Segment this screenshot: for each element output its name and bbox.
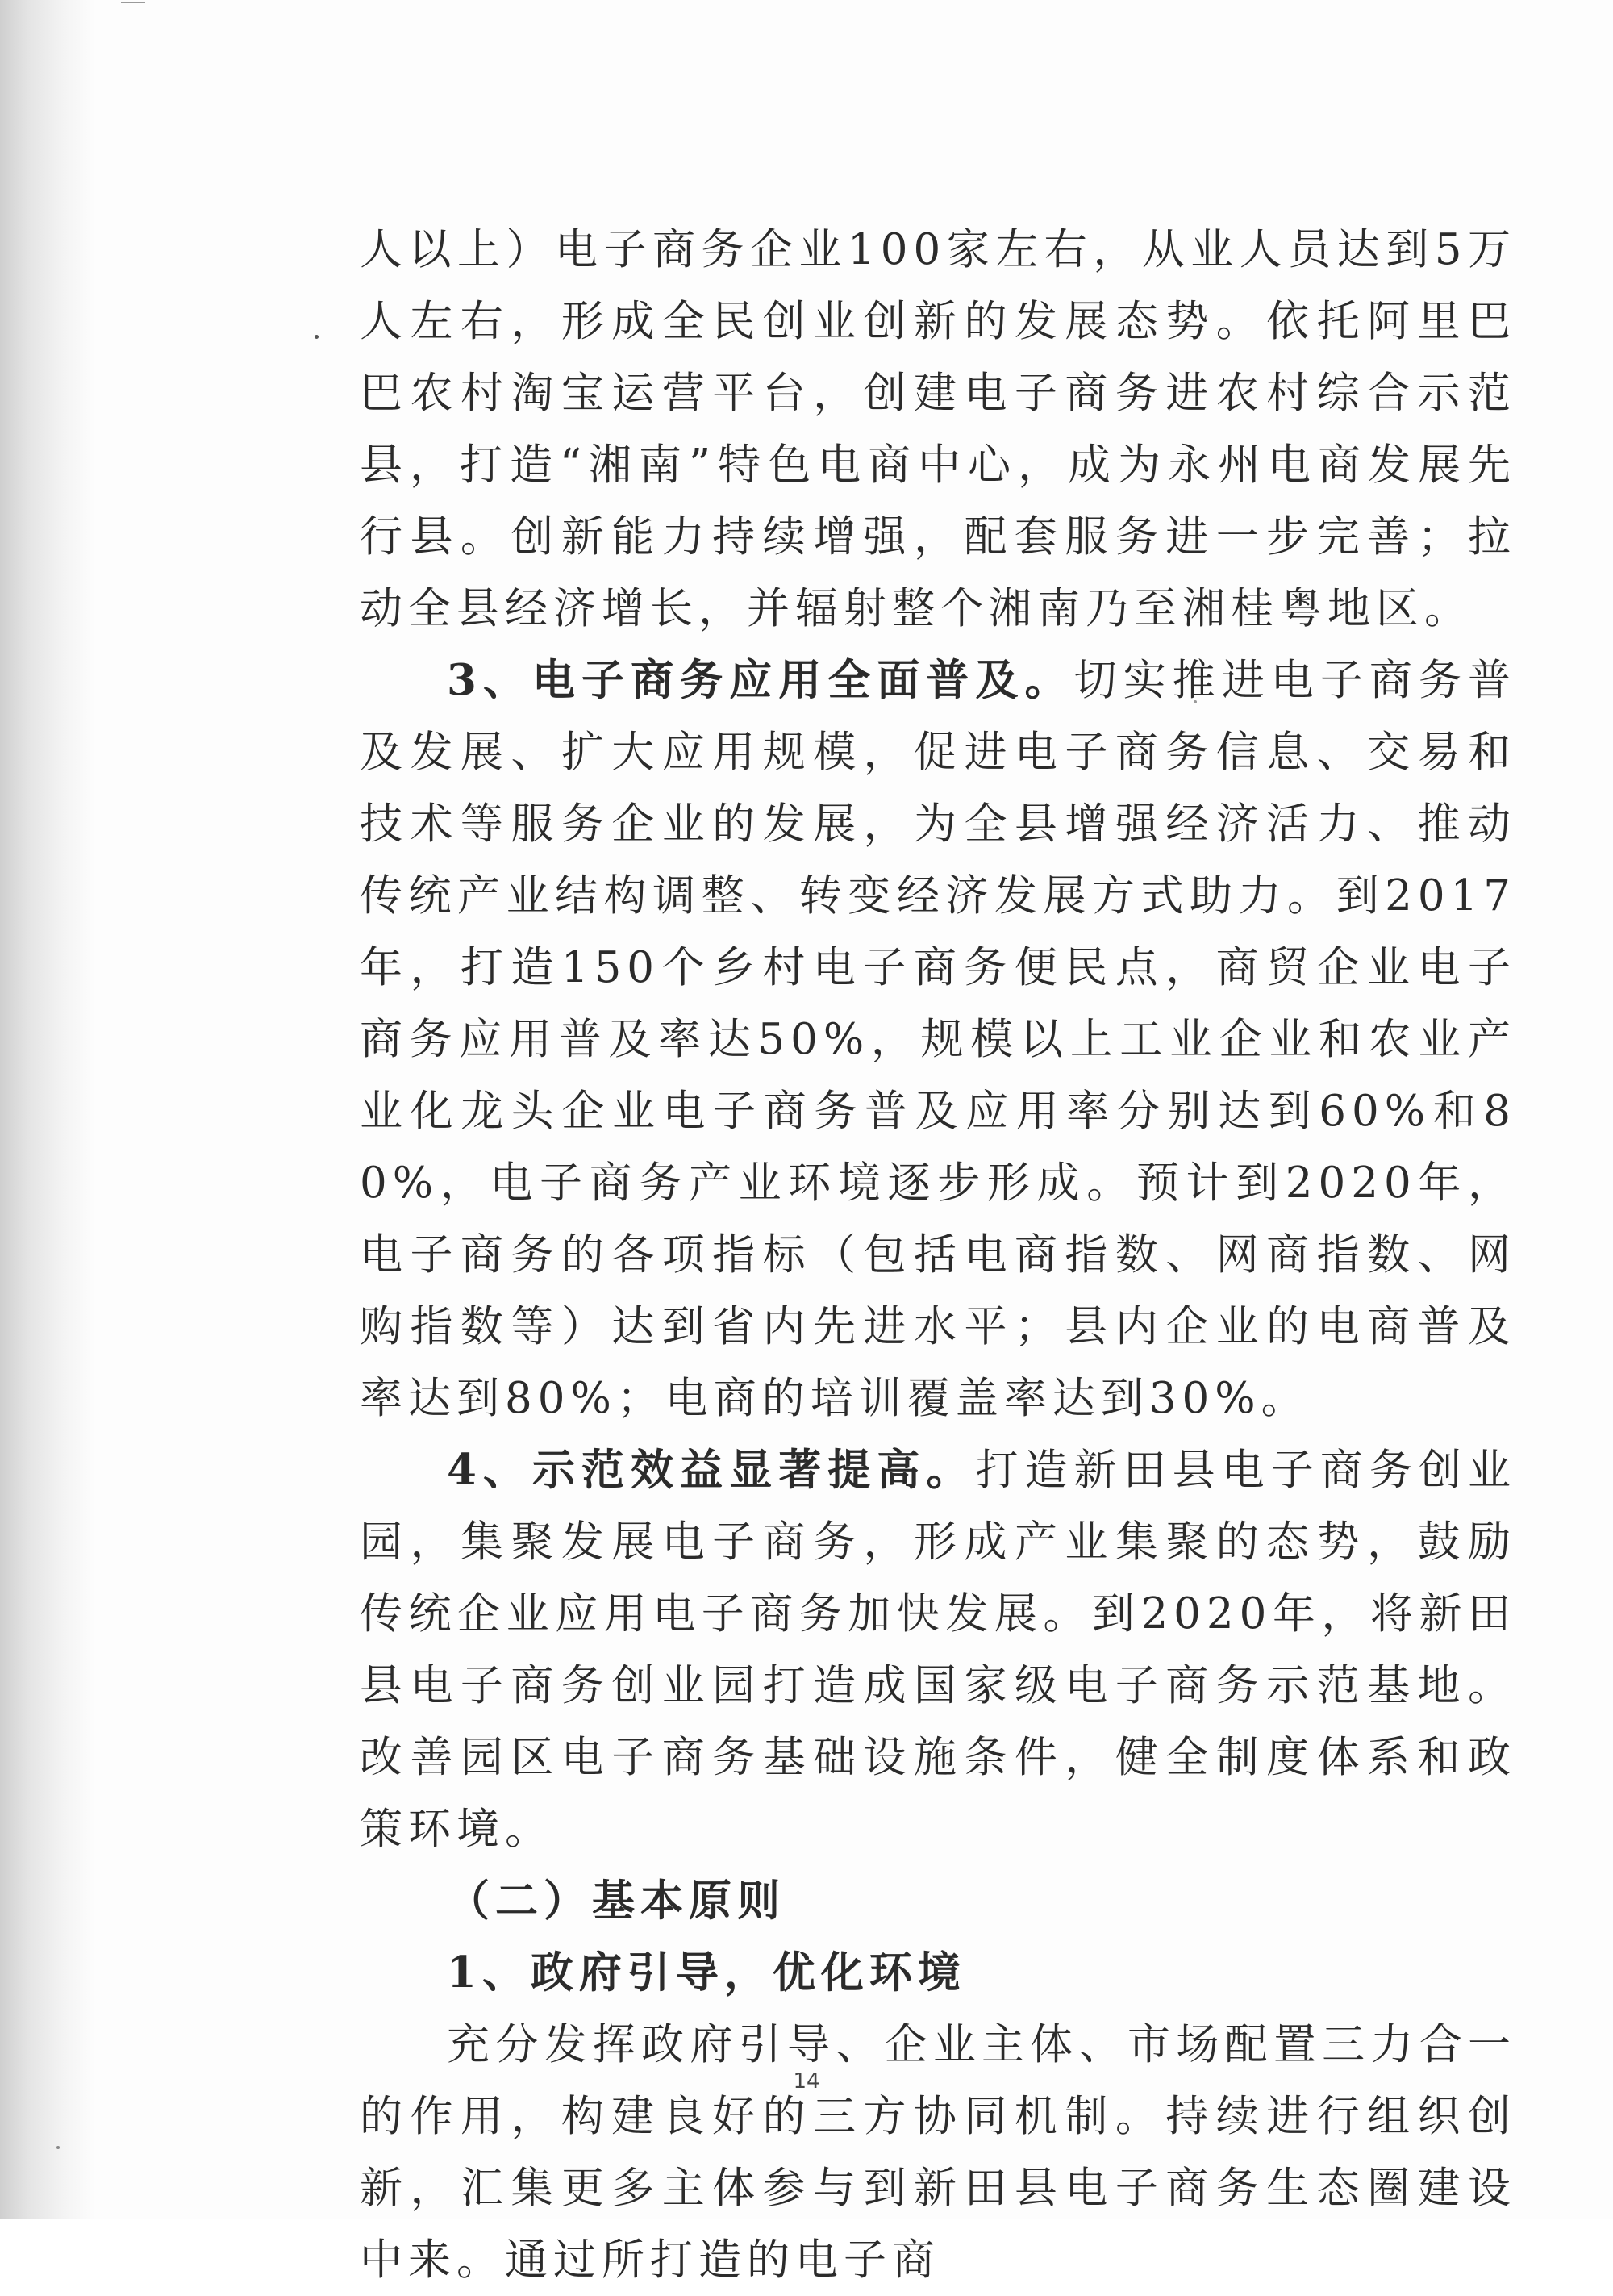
scan-corner-mark — [121, 2, 145, 3]
paragraph-lead-demonstration: 4、示范效益显著提高。 — [447, 1445, 976, 1495]
document-body — [360, 214, 1516, 2296]
section-heading-basic-principles: （二）基本原则 — [447, 1876, 786, 1926]
paragraph-goals-continued: 人以上）电子商务企业100家左右，从业人员达到5万人左右，形成全民创业创新的发展态势。依托阿里巴巴农村淘宝运营平台，创建电子商务进农村综合示范县，打造“湘南”特色电商中心，成为永州电商发展先行县。创新能力持续增强，配套服务进一步完善；拉动全县经济增长，并辐射整个湘南乃至湘桂粤地区。 — [360, 225, 1516, 633]
paragraph-demonstration-benefit — [360, 1434, 1516, 1865]
paragraph-body-application: 切实推进电子商务普及发展、扩大应用规模，促进电子商务信息、交易和技术等服务企业的发展，为全县增强经济活力、推动传统产业结构调整、转变经济发展方式助力。到2017年，打造150个乡村电子商务便民点，商贸企业电子商务应用普及率达50%，规模以上工业企业和农业产业化龙头企业电子商务普及应用率分别达到60%和80%，电子商务产业环境逐步形成。预计到2020年，电子商务的各项指标（包括电商指数、网商指数、网购指数等）达到省内先进水平；县内企业的电商普及率达到80%；电商的培训覆盖率达到30%。 — [360, 656, 1517, 1423]
paragraph-ecommerce-application — [360, 645, 1516, 1434]
paragraph-lead-application: 3、电子商务应用全面普及。 — [447, 655, 1074, 705]
subheading-government-guidance: 1、政府引导，优化环境 — [447, 1947, 966, 1998]
scan-edge-shadow — [0, 0, 95, 2219]
paragraph-government-guidance: 充分发挥政府引导、企业主体、市场配置三力合一的作用，构建良好的三方协同机制。持续进行组织创新，汇集更多主体参与到新田县电子商务生态圈建设中来。通过所打造的电子商 — [360, 2020, 1516, 2285]
scan-speck — [56, 2146, 60, 2149]
page-number: 14 — [793, 2069, 820, 2094]
scan-speck — [315, 335, 319, 339]
paragraph-body-demonstration: 打造新田县电子商务创业园，集聚发展电子商务，形成产业集聚的态势，鼓励传统企业应用电子商务加快发展。到2020年，将新田县电子商务创业园打造成国家级电子商务示范基地。改善园区电子商务基础设施条件，健全制度体系和政策环境。 — [360, 1446, 1516, 1854]
